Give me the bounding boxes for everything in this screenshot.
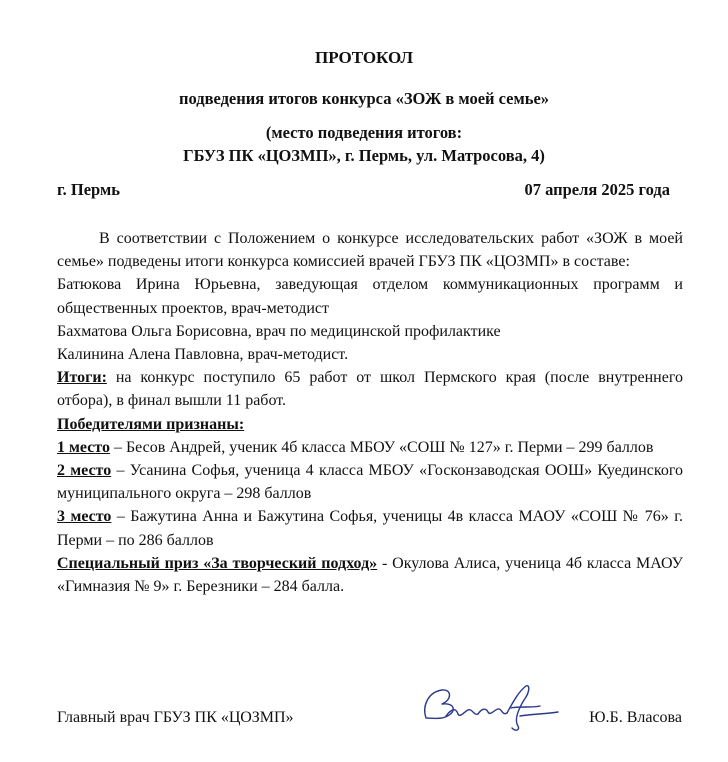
- commission-member-2: Бахматова Ольга Борисовна, врач по медицинской профилактике: [57, 322, 501, 340]
- handwritten-signature: [412, 678, 562, 734]
- special-prize-paragraph: [57, 552, 683, 598]
- place-3-text: – Бажутина Анна и Бажутина Софья, ученицы 4в класса МАОУ «СОШ № 76» г. Перми – по 286 баллов: [57, 508, 683, 549]
- commission-member-3: Калинина Алена Павловна, врач-методист.: [57, 346, 349, 364]
- place-3-label: 3 место: [57, 508, 112, 526]
- winners-label: Победителями признаны:: [57, 415, 245, 433]
- document-body: [57, 227, 683, 598]
- winners-heading: [57, 413, 683, 436]
- document-title: ПРОТОКОЛ: [314, 48, 413, 67]
- place-3-paragraph: [57, 505, 683, 551]
- results-paragraph: [57, 366, 683, 412]
- place-2-label: 2 место: [57, 462, 112, 480]
- document-date: 07 апреля 2025 года: [524, 180, 670, 199]
- special-prize-text: - Окулова Алиса, ученица 4б класса МАОУ «Гимназия № 9» г. Березники – 284 балла.: [57, 554, 684, 596]
- document-subtitle: подведения итогов конкурса «ЗОЖ в моей семье»: [178, 89, 550, 108]
- place-1-paragraph: [57, 436, 683, 459]
- intro-paragraph: В соответствии с Положением о конкурсе исследовательских работ «ЗОЖ в моей семье» подведены итоги конкурса комиссией врачей ГБУЗ ПК «ЦОЗМП» в составе:: [57, 230, 683, 271]
- venue-line-1: (место подведения итогов:: [265, 123, 463, 142]
- place-2-text: – Усанина Софья, ученица 4 класса МБОУ «Госконзаводская ООШ» Куединского муниципального округа – 298 баллов: [57, 462, 683, 503]
- place-1-text: – Бесов Андрей, ученик 4б класса МБОУ «СОШ № 127» г. Перми – 299 баллов: [109, 438, 654, 456]
- city: г. Пермь: [57, 180, 120, 199]
- signatory-name: Ю.Б. Власова: [589, 709, 682, 726]
- signatory-position: Главный врач ГБУЗ ПК «ЦОЗМП»: [57, 709, 294, 726]
- place-2-paragraph: [57, 459, 683, 505]
- place-1-label: 1 место: [57, 438, 110, 456]
- commission-member-1: Батюкова Ирина Юрьевна, заведующая отделом коммуникационных программ и общественных проектов, врач-методист: [57, 276, 683, 317]
- results-text: на конкурс поступило 65 работ от школ Пермского края (после внутреннего отбора), в финал вышли 11 работ.: [57, 369, 683, 410]
- venue-line-2: ГБУЗ ПК «ЦОЗМП», г. Пермь, ул. Матросова, 4): [183, 146, 545, 165]
- results-label: Итоги:: [57, 369, 107, 387]
- special-prize-label: Специальный приз «За творческий подход»: [57, 554, 378, 572]
